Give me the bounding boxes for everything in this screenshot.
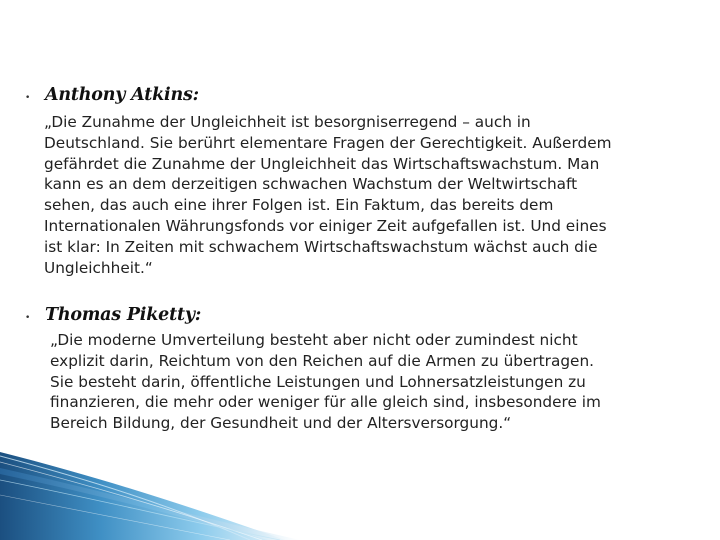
quote-line: Internationalen Währungsfonds vor einiger Zeit aufgefallen ist. Und eines (44, 216, 607, 235)
quote-line: Ungleichheit.“ (44, 258, 153, 277)
quote-line: Bereich Bildung, der Gesundheit und der Altersversorgung.“ (50, 414, 512, 433)
quote-text (50, 330, 601, 434)
quote-line: „Die moderne Umverteilung besteht aber nicht oder zumindest nicht (50, 331, 578, 349)
quote-line: explizit darin, Reichtum von den Reichen auf die Armen zu übertragen. (50, 351, 595, 370)
quote-line: ist klar: In Zeiten mit schwachem Wirtschaftswachstum wächst auch die (44, 237, 598, 256)
quote-line: „Die Zunahme der Ungleichheit ist besorgniserregend – auch in (44, 113, 531, 131)
quote-line: Deutschland. Sie berührt elementare Fragen der Gerechtigkeit. Außerdem (44, 133, 612, 152)
bullet-marker: • (25, 313, 31, 323)
quote-line: finanzieren, die mehr oder weniger für alle gleich sind, insbesondere im (50, 393, 601, 412)
quote-line: gefährdet die Zunahme der Ungleichheit das Wirtschaftswachstum. Man (44, 154, 600, 173)
quote-line: Sie besteht darin, öffentliche Leistungen und Lohnersatzleistungen zu (50, 372, 586, 391)
speaker-name: Thomas Piketty: (45, 305, 202, 325)
quote-line: sehen, das auch eine ihrer Folgen ist. Ein Faktum, das bereits dem (44, 196, 554, 215)
quote-line: kann es an dem derzeitigen schwachen Wachstum der Weltwirtschaft (44, 175, 578, 194)
bullet-marker: • (25, 93, 31, 103)
decorative-swoosh (0, 450, 720, 540)
quote-text (44, 112, 612, 278)
speaker-name: Anthony Atkins: (45, 85, 199, 105)
